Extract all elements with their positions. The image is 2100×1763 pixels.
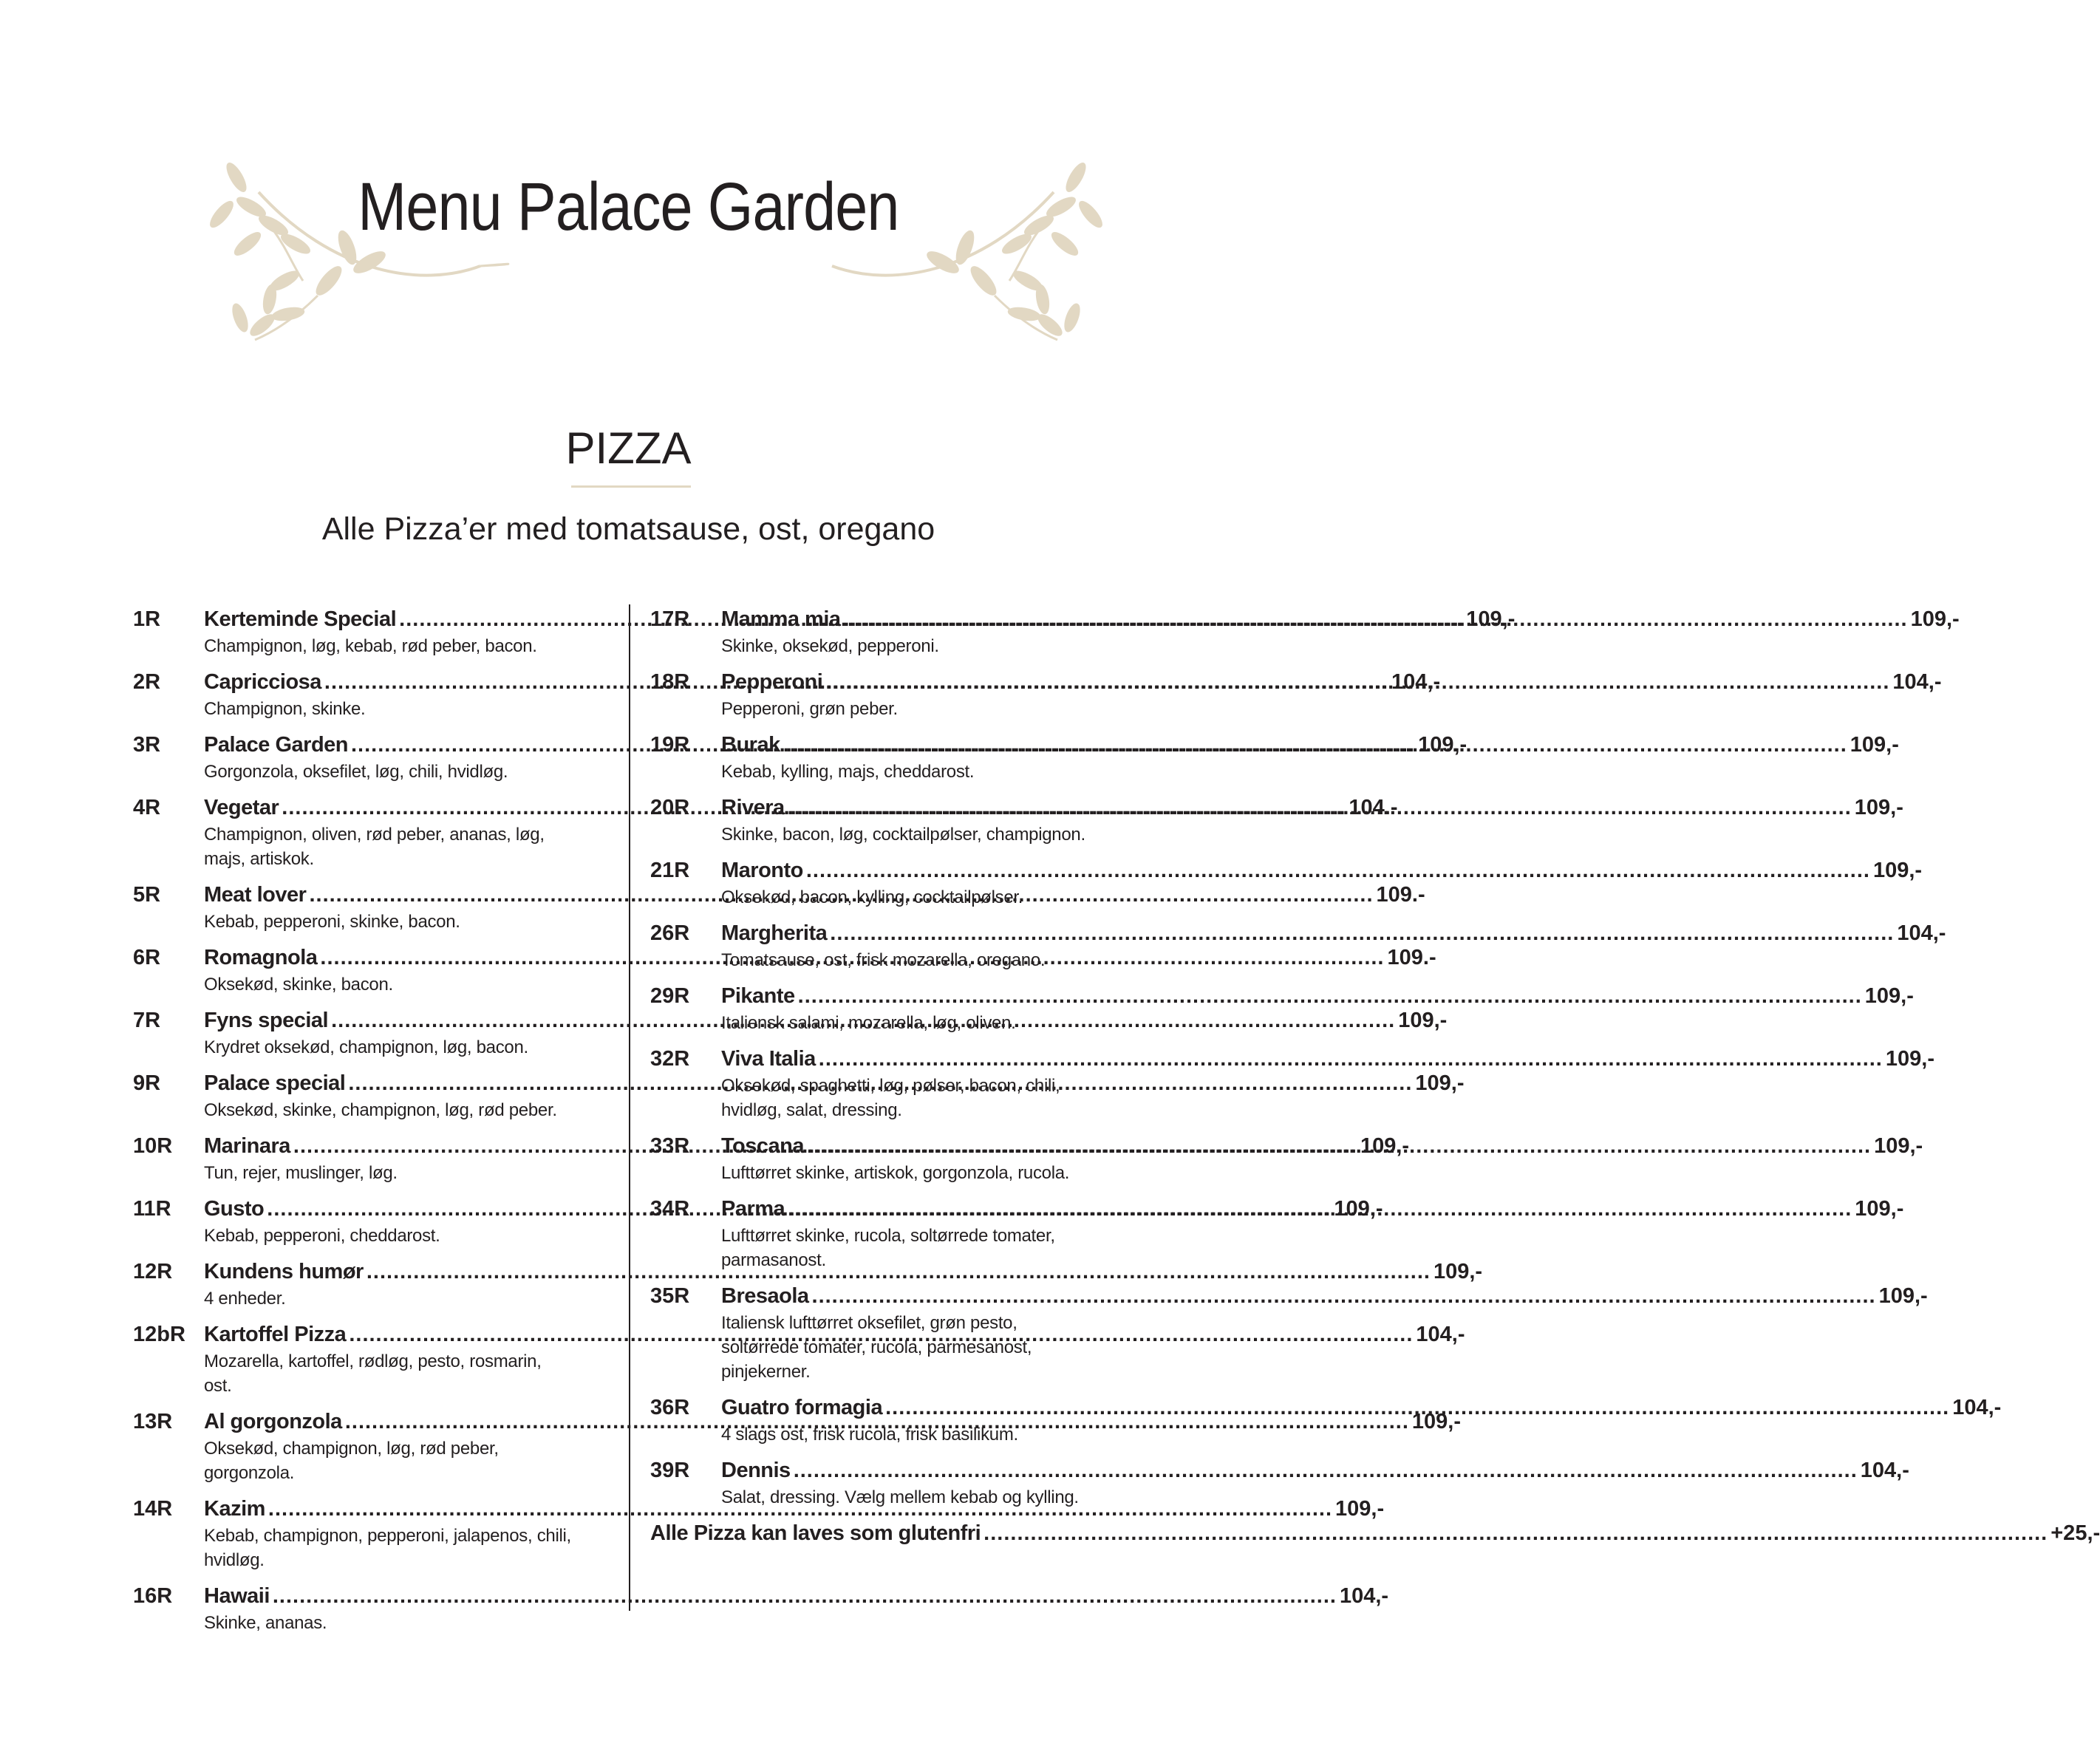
item-price: 109,- bbox=[1335, 1497, 1385, 1521]
item-number: 20R bbox=[650, 796, 690, 819]
item-name: Pikante bbox=[721, 984, 795, 1008]
menu-item bbox=[650, 604, 1960, 658]
item-number: 7R bbox=[133, 1009, 161, 1032]
item-name: Burak bbox=[721, 733, 780, 757]
item-number: 19R bbox=[650, 733, 690, 757]
dot-leader bbox=[983, 1518, 2048, 1548]
item-name: Dennis bbox=[721, 1459, 791, 1482]
item-price: 109,- bbox=[1910, 607, 1960, 631]
item-name: Toscana bbox=[721, 1134, 805, 1158]
item-number: 32R bbox=[650, 1047, 690, 1071]
item-price: 109,- bbox=[1334, 1197, 1383, 1221]
item-number: 6R bbox=[133, 946, 161, 969]
item-description: Oksekød, spaghetti, løg, pølser, bacon, chili, hvidløg, salat, dressing. bbox=[721, 1076, 1060, 1120]
item-number: 21R bbox=[650, 859, 690, 882]
item-description: Italiensk salami, mozarella, løg, oliven. bbox=[721, 1013, 1016, 1033]
item-description: Oksekød, skinke, bacon. bbox=[204, 975, 393, 995]
item-name: Parma bbox=[721, 1197, 785, 1221]
item-number: 36R bbox=[650, 1396, 690, 1419]
dot-leader bbox=[807, 1131, 1871, 1161]
item-name: Fyns special bbox=[204, 1009, 329, 1032]
item-name: Gusto bbox=[204, 1197, 265, 1221]
item-description: Champignon, skinke. bbox=[204, 699, 366, 719]
item-price: 109,- bbox=[1874, 1134, 1923, 1158]
menu-header bbox=[0, 0, 1257, 347]
item-number: 10R bbox=[133, 1134, 173, 1158]
menu-item bbox=[650, 981, 1914, 1035]
item-name: Kerteminde Special bbox=[204, 607, 397, 631]
gluten-free-note bbox=[650, 1518, 2100, 1548]
item-price: 109,- bbox=[1418, 733, 1467, 757]
item-number: 17R bbox=[650, 607, 690, 631]
dot-leader bbox=[812, 1281, 1876, 1311]
item-name: Romagnola bbox=[204, 946, 318, 969]
item-number: 1R bbox=[133, 607, 161, 631]
item-price: 104,- bbox=[1892, 670, 1942, 694]
item-number: 35R bbox=[650, 1284, 690, 1308]
item-description: Kebab, champignon, pepperoni, jalapenos, chili, hvidløg. bbox=[204, 1526, 571, 1570]
item-price: 109,- bbox=[1855, 1197, 1904, 1221]
item-number: 26R bbox=[650, 921, 690, 945]
item-description: Lufttørret skinke, artiskok, gorgonzola, rucola. bbox=[721, 1163, 1070, 1183]
item-number: 34R bbox=[650, 1197, 690, 1221]
item-number: 39R bbox=[650, 1459, 690, 1482]
menu-item bbox=[650, 856, 1923, 910]
item-price: 109.- bbox=[1387, 946, 1436, 969]
item-description: Lufttørret skinke, rucola, soltørrede tomater, parmasanost. bbox=[721, 1226, 1055, 1270]
item-price: 109,- bbox=[1878, 1284, 1928, 1308]
dot-leader bbox=[806, 856, 1870, 885]
item-number: 18R bbox=[650, 670, 690, 694]
menu-item bbox=[650, 1131, 1923, 1185]
item-name: Margherita bbox=[721, 921, 828, 945]
menu-item bbox=[650, 730, 1899, 784]
item-description: Tomatsause, ost, frisk mozarella, oregano. bbox=[721, 950, 1046, 970]
section-underline bbox=[571, 485, 691, 488]
item-name: Capricciosa bbox=[204, 670, 321, 694]
item-description: Gorgonzola, oksefilet, løg, chili, hvidløg. bbox=[204, 762, 508, 782]
section-title: PIZZA bbox=[565, 423, 692, 473]
item-price: 109,- bbox=[1398, 1009, 1448, 1032]
item-price: 109,- bbox=[1854, 796, 1903, 819]
dot-leader bbox=[830, 918, 1894, 948]
item-number: 3R bbox=[133, 733, 161, 757]
dot-leader bbox=[788, 1194, 1852, 1224]
dot-leader bbox=[885, 1393, 1949, 1422]
item-price: 109,- bbox=[1415, 1071, 1465, 1095]
item-price: 109,- bbox=[1885, 1047, 1934, 1071]
item-price: 104,- bbox=[1416, 1323, 1465, 1346]
item-description: 4 slags ost, frisk rucola, frisk basilikum. bbox=[721, 1425, 1018, 1445]
item-number: 5R bbox=[133, 883, 161, 907]
item-price: 104,- bbox=[1339, 1584, 1389, 1608]
item-price: 109,- bbox=[1864, 984, 1914, 1008]
item-name: Maronto bbox=[721, 859, 803, 882]
dot-leader bbox=[819, 1044, 1883, 1074]
menu-item bbox=[650, 667, 1942, 721]
item-description: Champignon, oliven, rød peber, ananas, løg, majs, artiskok. bbox=[204, 825, 545, 869]
item-price: 109.- bbox=[1376, 883, 1425, 907]
item-name: Rivera bbox=[721, 796, 785, 819]
item-name: Kartoffel Pizza bbox=[204, 1323, 347, 1346]
item-name: Hawaii bbox=[204, 1584, 270, 1608]
item-number: 9R bbox=[133, 1071, 161, 1095]
item-price: 104,- bbox=[1391, 670, 1441, 694]
gluten-free-price: +25,- bbox=[2050, 1521, 2100, 1545]
item-description: Italiensk lufttørret oksefilet, grøn pesto, soltørrede tomater, rucola, parmesanost, pinjekerner. bbox=[721, 1313, 1032, 1382]
gluten-free-label: Alle Pizza kan laves som glutenfri bbox=[650, 1521, 981, 1545]
item-description: Oksekød, bacon, kylling, cocktailpølser. bbox=[721, 887, 1023, 907]
item-name: Palace special bbox=[204, 1071, 346, 1095]
item-description: Kebab, pepperoni, cheddarost. bbox=[204, 1226, 440, 1246]
item-name: Vegetar bbox=[204, 796, 279, 819]
item-number: 12R bbox=[133, 1260, 173, 1283]
dot-leader bbox=[844, 604, 1908, 634]
menu-title: Menu Palace Garden bbox=[358, 169, 899, 245]
dot-leader bbox=[788, 793, 1852, 822]
item-description: Tun, rejer, muslinger, løg. bbox=[204, 1163, 398, 1183]
item-name: Guatro formagia bbox=[721, 1396, 883, 1419]
item-description: Skinke, bacon, løg, cocktailpølser, champignon. bbox=[721, 825, 1085, 845]
item-description: Mozarella, kartoffel, rødløg, pesto, rosmarin, ost. bbox=[204, 1351, 542, 1396]
item-price: 104,- bbox=[1952, 1396, 2002, 1419]
item-number: 11R bbox=[133, 1197, 171, 1221]
menu-column-right bbox=[650, 604, 2100, 1548]
item-price: 104,- bbox=[1897, 921, 1946, 945]
item-description: Skinke, ananas. bbox=[204, 1613, 327, 1633]
item-price: 109,- bbox=[1850, 733, 1899, 757]
item-description: 4 enheder. bbox=[204, 1289, 286, 1309]
menu-item bbox=[650, 1194, 1904, 1272]
laurel-branch-right-icon bbox=[773, 170, 1113, 347]
item-number: 16R bbox=[133, 1584, 173, 1608]
item-number: 29R bbox=[650, 984, 690, 1008]
dot-leader bbox=[783, 730, 1847, 760]
item-name: Meat lover bbox=[204, 883, 307, 907]
menu-item bbox=[133, 1581, 1389, 1635]
item-price: 104,- bbox=[1860, 1459, 1909, 1482]
item-number: 14R bbox=[133, 1497, 173, 1521]
item-number: 13R bbox=[133, 1410, 173, 1433]
item-name: Mamma mia bbox=[721, 607, 841, 631]
item-name: Bresaola bbox=[721, 1284, 809, 1308]
item-price: 109,- bbox=[1411, 1410, 1462, 1433]
item-name: Viva Italia bbox=[721, 1047, 816, 1071]
item-price: 104.- bbox=[1349, 796, 1398, 819]
item-price: 109,- bbox=[1466, 607, 1516, 631]
item-description: Pepperoni, grøn peber. bbox=[721, 699, 898, 719]
item-description: Kebab, kylling, majs, cheddarost. bbox=[721, 762, 975, 782]
item-description: Oksekød, skinke, champignon, løg, rød peber. bbox=[204, 1100, 557, 1120]
item-number: 4R bbox=[133, 796, 161, 819]
item-price: 109,- bbox=[1872, 859, 1923, 882]
item-description: Champignon, løg, kebab, rød peber, bacon. bbox=[204, 636, 537, 656]
item-description: Krydret oksekød, champignon, løg, bacon. bbox=[204, 1037, 528, 1057]
item-name: Kundens humør bbox=[204, 1260, 364, 1283]
item-description: Salat, dressing. Vælg mellem kebab og kylling. bbox=[721, 1487, 1079, 1507]
dot-leader bbox=[794, 1456, 1858, 1485]
item-description: Kebab, pepperoni, skinke, bacon. bbox=[204, 912, 460, 932]
dot-leader bbox=[273, 1581, 1337, 1611]
item-price: 109,- bbox=[1433, 1260, 1483, 1283]
item-number: 2R bbox=[133, 670, 161, 694]
item-name: Pepperoni bbox=[721, 670, 823, 694]
item-description: Skinke, oksekød, pepperoni. bbox=[721, 636, 939, 656]
section-subtitle: Alle Pizza’er med tomatsause, ost, oregano bbox=[321, 511, 935, 547]
item-number: 12bR bbox=[133, 1323, 185, 1346]
item-name: Kazim bbox=[204, 1497, 265, 1521]
menu-item bbox=[650, 1044, 1934, 1122]
item-price: 109,- bbox=[1360, 1134, 1410, 1158]
dot-leader bbox=[825, 667, 1889, 697]
item-number: 33R bbox=[650, 1134, 690, 1158]
dot-leader bbox=[798, 981, 1862, 1011]
item-name: Marinara bbox=[204, 1134, 290, 1158]
item-description: Oksekød, champignon, løg, rød peber, gorgonzola. bbox=[204, 1439, 499, 1483]
item-name: Al gorgonzola bbox=[204, 1410, 342, 1433]
item-name: Palace Garden bbox=[204, 733, 348, 757]
